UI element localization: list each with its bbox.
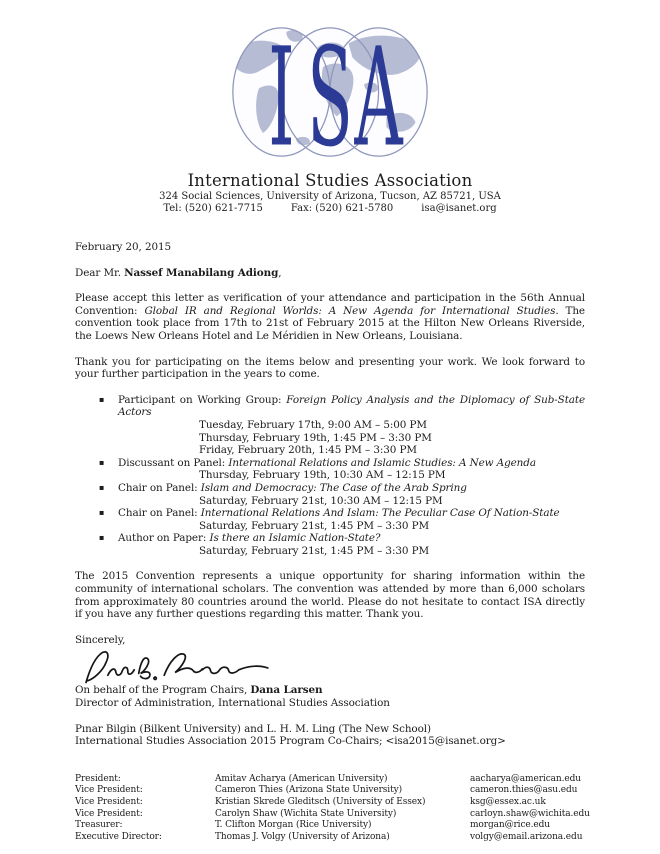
officer-role: Treasurer: [75,820,123,831]
onbehalf-line [75,684,585,697]
logo-block [0,22,660,169]
officer-name: Kristian Skrede Gleditsch (University of Essex) [215,797,426,807]
svg-text:I: I [268,22,295,165]
salutation [75,267,585,280]
officer-role: Vice President: [75,797,143,807]
schedule-line: Saturday, February 21st, 1:45 PM – 3:30 PM [199,544,429,557]
schedule-line: Saturday, February 21st, 1:45 PM – 3:30 PM [199,519,429,532]
closing-word: Sincerely, [75,633,126,646]
officer-email: cameron.thies@asu.edu [470,785,578,796]
officer-email: volgy@email.arizona.edu [470,831,583,842]
p1-text-after: . The convention took place from 17th to 21st of February 2015 at the Hilton New Orleans Riverside, the Loews New Orleans Hotel and Le Méridien in New Orleans, Louisiana. [75,304,585,342]
officer-row [75,785,585,797]
officer-role: Vice President: [75,785,143,796]
bullet-icon: ▪ [99,457,105,467]
signer-name: Dana Larsen [250,684,323,697]
officer-role: Vice President: [75,808,143,819]
bullet-icon: ▪ [99,394,105,404]
org-tel: Tel: (520) 621-7715 [163,203,263,214]
list-item-author [75,532,585,557]
org-name: International Studies Association [187,171,473,190]
onbehalf-text: On behalf of the Program Chairs, [75,684,251,697]
schedule-line: Thursday, February 19th, 10:30 AM – 12:15 PM [199,469,446,482]
item-title: Islam and Democracy: The Case of the Arab Spring [200,481,467,494]
officer-name: T. Clifton Morgan (Rice University) [215,820,372,831]
officer-email: morgan@rice.edu [470,820,550,831]
officer-name: Cameron Thies (Arizona State University) [215,785,402,796]
letter-body [75,241,585,748]
schedule-line: Tuesday, February 17th, 9:00 AM – 5:00 PM [199,418,427,431]
officer-name: Thomas J. Volgy (University of Arizona) [215,831,390,842]
list-item-chair-1 [75,482,585,507]
officer-row [75,832,585,844]
cochairs-names: Pınar Bilgin (Bilkent University) and L. H. M. Ling (The New School) [75,722,431,735]
item-title: International Relations and Islamic Studies: A New Agenda [228,456,536,469]
bullet-icon: ▪ [99,482,105,492]
schedule-line: Thursday, February 19th, 1:45 PM – 3:30 PM [199,431,432,444]
item-title: International Relations And Islam: The Peculiar Case Of Nation-State [200,507,560,520]
officer-email: aacharya@american.edu [470,773,581,784]
item-title: Foreign Policy Analysis and the Diplomacy of Sub-State Actors [118,393,585,419]
officer-row [75,820,585,832]
paragraph-convention-summary: The 2015 Convention represents a unique opportunity for sharing information within the community of international scholars. The convention was attended by more than 6,000 scholars from approximately 80 countries around the world. Please do not hesitate to contact ISA directly if you have any further questions regarding this matter. Thank you. [75,570,585,621]
paragraph-verification [75,292,585,342]
org-address: 324 Social Sciences, University of Arizona, Tucson, AZ 85721, USA [159,191,501,202]
convention-title: Global IR and Regional Worlds: A New Agenda for International Studies [144,304,556,317]
salutation-prefix: Dear Mr. [75,266,125,279]
schedule-line: Saturday, February 21st, 10:30 AM – 12:15 PM [199,494,443,507]
salutation-suffix: , [278,266,282,279]
list-item-discussant [75,457,585,482]
svg-text:S: S [307,22,353,165]
org-contact-line [0,203,660,215]
officer-name: Carolyn Shaw (Wichita State University) [215,808,397,819]
officer-role: Executive Director: [75,831,162,842]
item-title: Is there an Islamic Nation-State? [209,532,381,545]
bullet-icon: ▪ [99,533,105,543]
officer-role: President: [75,773,121,784]
schedule-line: Friday, February 20th, 1:45 PM – 3:30 PM [199,444,417,457]
isa-letters [268,22,403,165]
svg-text:A: A [354,22,403,165]
list-item-chair-2 [75,507,585,532]
org-email: isa@isanet.org [421,203,497,214]
officer-row [75,797,585,809]
org-fax: Fax: (520) 621-5780 [290,203,394,214]
item-role: Author on Paper: [118,532,210,545]
officer-email: carloyn.shaw@wichita.edu [470,808,590,819]
participation-list [75,394,585,558]
officer-name: Amitav Acharya (American University) [215,773,388,784]
paragraph-thanks: Thank you for participating on the items below and presenting your work. We look forward to your further participation in the years to come. [75,355,585,381]
item-role: Participant on Working Group: [118,393,287,406]
cochairs-block [75,723,585,748]
isa-globes-logo-icon [228,22,432,165]
officers-footer [75,773,590,844]
letter-date: February 20, 2015 [75,241,172,253]
item-role: Chair on Panel: [118,481,201,494]
recipient-name: Nassef Manabilang Adiong [124,266,279,279]
p1-text: Please accept this letter as verification of your attendance and participation in the 56th Annual Convention: [75,292,585,317]
item-role: Discussant on Panel: [118,456,229,469]
officer-row [75,774,585,786]
officer-email: ksg@essex.ac.uk [470,797,546,807]
bullet-icon: ▪ [99,508,105,518]
list-item-working-group [75,394,585,457]
signer-title: Director of Administration, International Studies Association [75,697,390,710]
signature-image [71,648,281,688]
cochairs-title: International Studies Association 2015 Program Co-Chairs; <isa2015@isanet.org> [75,735,506,748]
officer-row [75,808,590,821]
item-role: Chair on Panel: [118,507,201,520]
